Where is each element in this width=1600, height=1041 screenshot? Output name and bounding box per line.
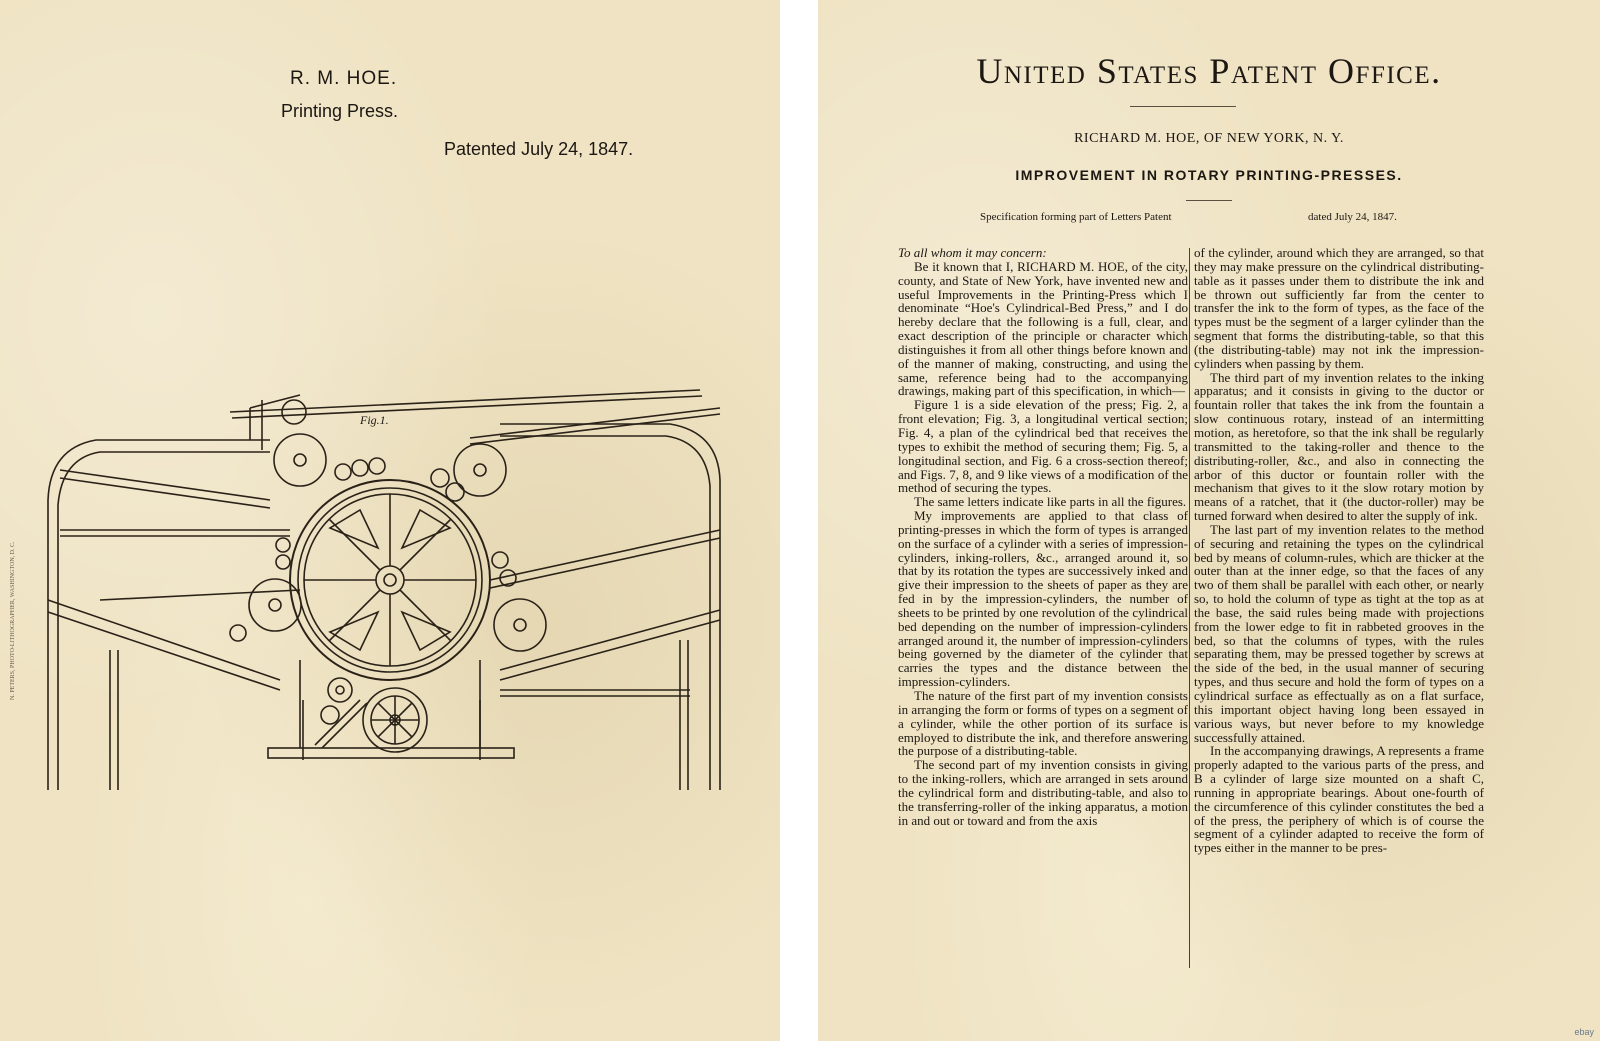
title-rule	[1130, 106, 1236, 107]
paragraph: The same letters indicate like parts in all the figures.	[914, 494, 1187, 510]
text-column-right	[1194, 246, 1484, 855]
paragraph: The third part of my invention relates to the inking apparatus; and it consists in giving to the ductor or fountain roller that takes the ink from the fountain a slow continuous rotary, instead of an intermitting motion, as heretofore, so that the ink shall be regularly transmitted to the taking-roller and thence to the distributing-roller, &c., and also in connecting the arbor of this ductor or fountain roller with the mechanism that gives to it the slow rotary motion by means of a ratchet, that it (the ductor-roller) may be turned forward when desired to alter the supply of ink.	[1194, 369, 1484, 524]
column-divider	[1189, 248, 1190, 968]
salutation: To all whom it may concern:	[898, 245, 1047, 260]
inventor-line: RICHARD M. HOE, OF NEW YORK, N. Y.	[1074, 131, 1344, 146]
paragraph: of the cylinder, around which they are arranged, so that they may make pressure on the cylindrical distributing-table as it passes under them to distribute the ink and be thrown out sufficiently far from the center to transfer the ink to the form of types, as the face of the types must be the segment of a larger cylinder than the segment that forms the distributing-table, so that this (the distributing-table) may not ink the impression-cylinders when passing by them.	[1194, 245, 1484, 371]
spec-line-right: dated July 24, 1847.	[1308, 211, 1397, 223]
paragraph: Figure 1 is a side elevation of the press; Fig. 2, a front elevation; Fig. 3, a longitudinal vertical section; Fig. 4, a plan of the cylindrical bed that receives the types to exhibit the method of securing them; Fig. 5, a longitudinal section, and Fig. 6 a cross-section thereof; and Figs. 7, 8, and 9 like views of a modification of the method of securing the types.	[898, 397, 1188, 496]
drawing-sheet	[0, 0, 780, 1041]
paragraph: The last part of my invention relates to the method of securing and retaining the types on the cylindrical bed by means of column-rules, which are thicker at the outer than at the inner edge, so that the faces of any two of them shall be parallel with each other, or nearly so, to hold the column of type as tight at the top as at the base, the said rules being made with projections from the lower edge to fit in rabbeted grooves in the bed, so that the columns of types, with the rules separating them, may be pressed together by screws at the side of the bed, in the usual manner of securing types, and thus secure and hold the form of types on a cylindrical surface as effectually as on a flat surface, this important object having long been essayed in various ways, but never before to my knowledge successfully attained.	[1194, 521, 1484, 745]
paragraph: The second part of my invention consists in giving to the inking-rollers, which are arranged in sets around the cylindrical form and distributing-table, and also to the transferring-roller of the inking apparatus, a motion in and out or toward and from the axis	[898, 757, 1188, 828]
specification-sheet	[818, 0, 1600, 1041]
printing-press-drawing	[0, 0, 780, 1041]
paragraph: My improvements are applied to that class of printing-presses in which the form of types is arranged on the surface of a cylinder with a series of impression-cylinders, inking-rollers, &c., arranged around it, so that by its rotation the types are successively inked and give their impression to the sheets of paper as they are fed in by the impression-cylinders, the number of sheets to be printed by one revolution of the cylindrical bed depending on the number of impression-cylinders arranged around it, the number of impression-cylinders being governed by the diameter of the cylinder that carries the types and the distance between the impression-cylinders.	[898, 508, 1188, 690]
paragraph: The nature of the first part of my invention consists in arranging the form or forms of types on a segment of a cylinder, while the other portion of its surface is employed to distribute the ink, and therefore answering the purpose of a distributing-table.	[898, 688, 1188, 759]
spec-line-left: Specification forming part of Letters Patent	[980, 211, 1172, 223]
paragraph: In the accompanying drawings, A represents a frame properly adapted to the various parts of the press, and B a cylinder of large size mounted on a shaft C, running in appropriate bearings. About one-fourth of the circumference of this cylinder constitutes the bed a of the press, the periphery of which is of course the segment of a cylinder adapted to receive the form of types either in the manner to be pres-	[1194, 743, 1484, 856]
drawing-title: Printing Press.	[281, 101, 399, 121]
improvement-heading: IMPROVEMENT IN ROTARY PRINTING-PRESSES.	[1015, 167, 1403, 183]
drawing-inventor: R. M. HOE.	[290, 68, 398, 89]
figure-label: Fig.1.	[360, 413, 389, 427]
drawing-patent-date: Patented July 24, 1847.	[444, 139, 634, 159]
paragraph: Be it known that I, RICHARD M. HOE, of the city, county, and State of New York, have invented new and useful Improvements in the Printing-Press which I denominate “Hoe's Cylindrical-Bed Press,” and I do hereby declare that the following is a full, clear, and exact description of the principle or character which distinguishes it from all other things before known and of the manner of making, constructing, and using the same, reference being had to the accompanying drawings, making part of this specification, in which—	[898, 258, 1188, 399]
text-column-left	[898, 246, 1188, 827]
lithographer-imprint: N. PETERS, PHOTO-LITHOGRAPHER, WASHINGTON, D. C.	[10, 541, 16, 700]
heading-rule	[1186, 200, 1232, 201]
patent-office-title: United States Patent Office.	[976, 51, 1442, 91]
ebay-watermark: ebay	[1574, 1027, 1594, 1037]
